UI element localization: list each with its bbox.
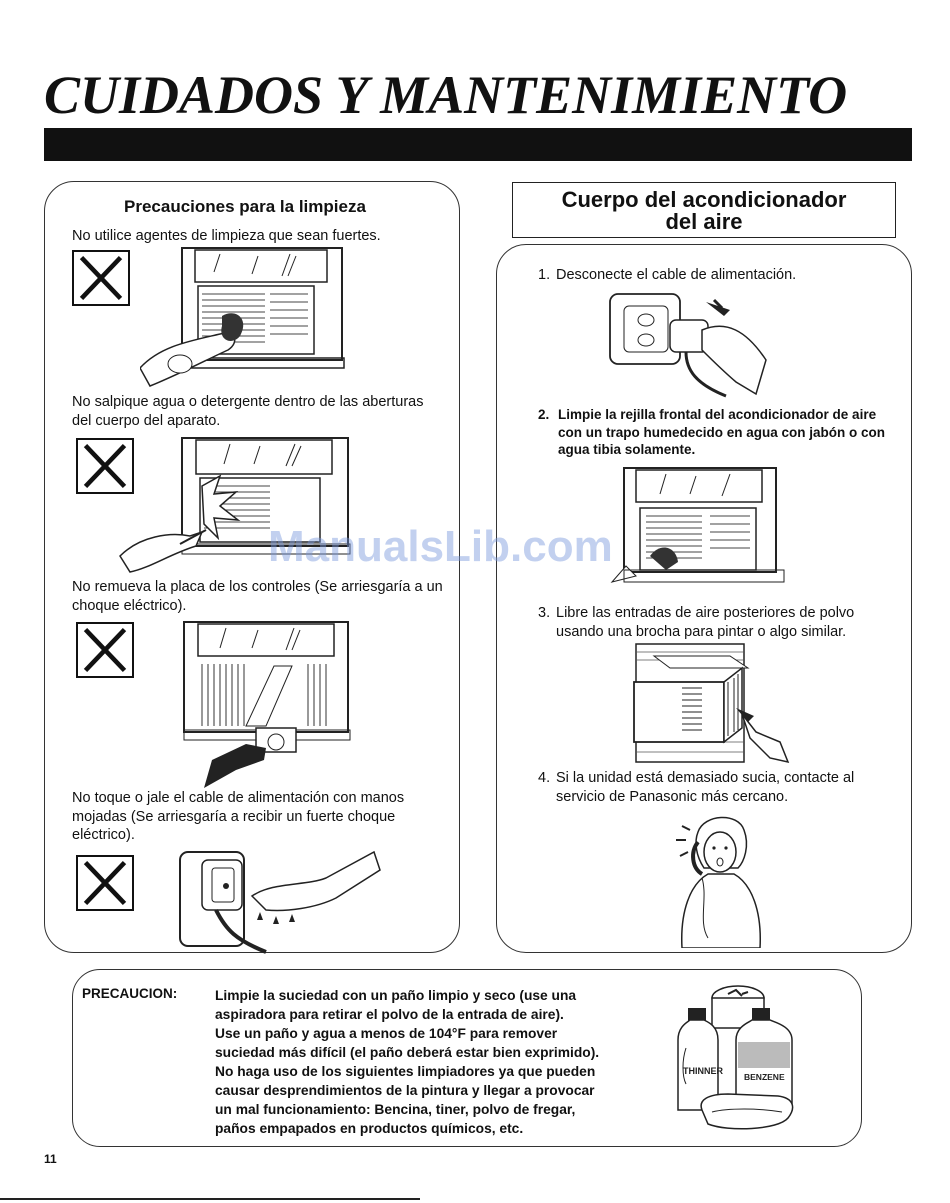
header-line-2: del aire xyxy=(665,209,743,234)
wipe-front-grille-illustration xyxy=(606,466,786,596)
brush-rear-air-inlet-illustration xyxy=(630,642,800,764)
step-1-text: Desconecte el cable de alimentación. xyxy=(556,267,797,283)
air-conditioner-body-header xyxy=(512,182,896,238)
caution-line: causar desprendimientos de la pintura y llegar a provocar xyxy=(215,1083,595,1098)
precaution-text-4: No toque o jale el cable de alimentación con manos mojadas (Se arriesgaría a recibir un fuerte choque eléctrico). xyxy=(72,790,405,843)
precaution-text-3: No remueva la placa de los controles (Se arriesgaría a un choque eléctrico). xyxy=(72,579,443,614)
prohibited-x-icon xyxy=(76,622,134,678)
step-3-text: Libre las entradas de aire posteriores de polvo usando una brocha para pintar o algo similar. xyxy=(556,605,855,640)
caution-line: paños empapados en productos químicos, etc. xyxy=(215,1121,524,1136)
caution-line: No haga uso de los siguientes limpiadores ya que pueden xyxy=(215,1064,596,1079)
caution-line: suciedad más difícil (el paño deberá estar bien exprimido). xyxy=(215,1045,600,1060)
window-unit-cleaning-agent-illustration xyxy=(140,246,350,391)
cleaning-chemicals-illustration xyxy=(668,980,804,1140)
precautions-heading: Precauciones para la limpieza xyxy=(124,197,366,216)
unplug-cord-illustration xyxy=(606,290,786,400)
control-panel-removal-illustration xyxy=(176,620,356,790)
caution-line: Use un paño y agua a menos de 104°F para remover xyxy=(215,1026,558,1041)
precaution-text-1: No utilice agentes de limpieza que sean fuertes. xyxy=(72,228,381,244)
watermark: ManualsLib.com xyxy=(268,522,613,571)
caution-line: Limpie la suciedad con un paño limpio y seco (use una xyxy=(215,988,577,1003)
step-2-number: 2. xyxy=(538,407,550,422)
caution-label: PRECAUCION: xyxy=(82,986,178,1001)
caution-text xyxy=(215,986,670,1138)
precaution-text-2: No salpique agua o detergente dentro de las aberturas del cuerpo del aparato. xyxy=(72,394,424,429)
step-1-number: 1. xyxy=(538,267,551,283)
step-4-number: 4. xyxy=(538,770,551,786)
title-underline-bar xyxy=(44,128,912,161)
step-2-text: Limpie la rejilla frontal del acondicionador de aire con un trapo humedecido en agua con jabón o con agua tibia solamente. xyxy=(558,407,886,457)
step-3-number: 3. xyxy=(538,605,551,621)
page-title: CUIDADOS Y MANTENIMIENTO xyxy=(44,65,848,125)
header-line-1: Cuerpo del acondicionador xyxy=(561,187,847,212)
wet-hands-plug-illustration xyxy=(176,840,386,955)
thinner-label: THINNER xyxy=(683,1066,723,1076)
benzene-label: BENZENE xyxy=(744,1072,785,1082)
prohibited-x-icon xyxy=(76,855,134,911)
woman-on-phone-illustration xyxy=(668,812,768,948)
prohibited-x-icon xyxy=(72,250,130,306)
caution-line: un mal funcionamiento: Bencina, tiner, polvo de fregar, xyxy=(215,1102,576,1117)
bottom-rule xyxy=(0,1198,420,1200)
page-number: 11 xyxy=(44,1152,57,1166)
caution-line: aspiradora para retirar el polvo de la entrada de aire). xyxy=(215,1007,564,1022)
step-4-text: Si la unidad está demasiado sucia, contacte al servicio de Panasonic más cercano. xyxy=(556,770,855,805)
